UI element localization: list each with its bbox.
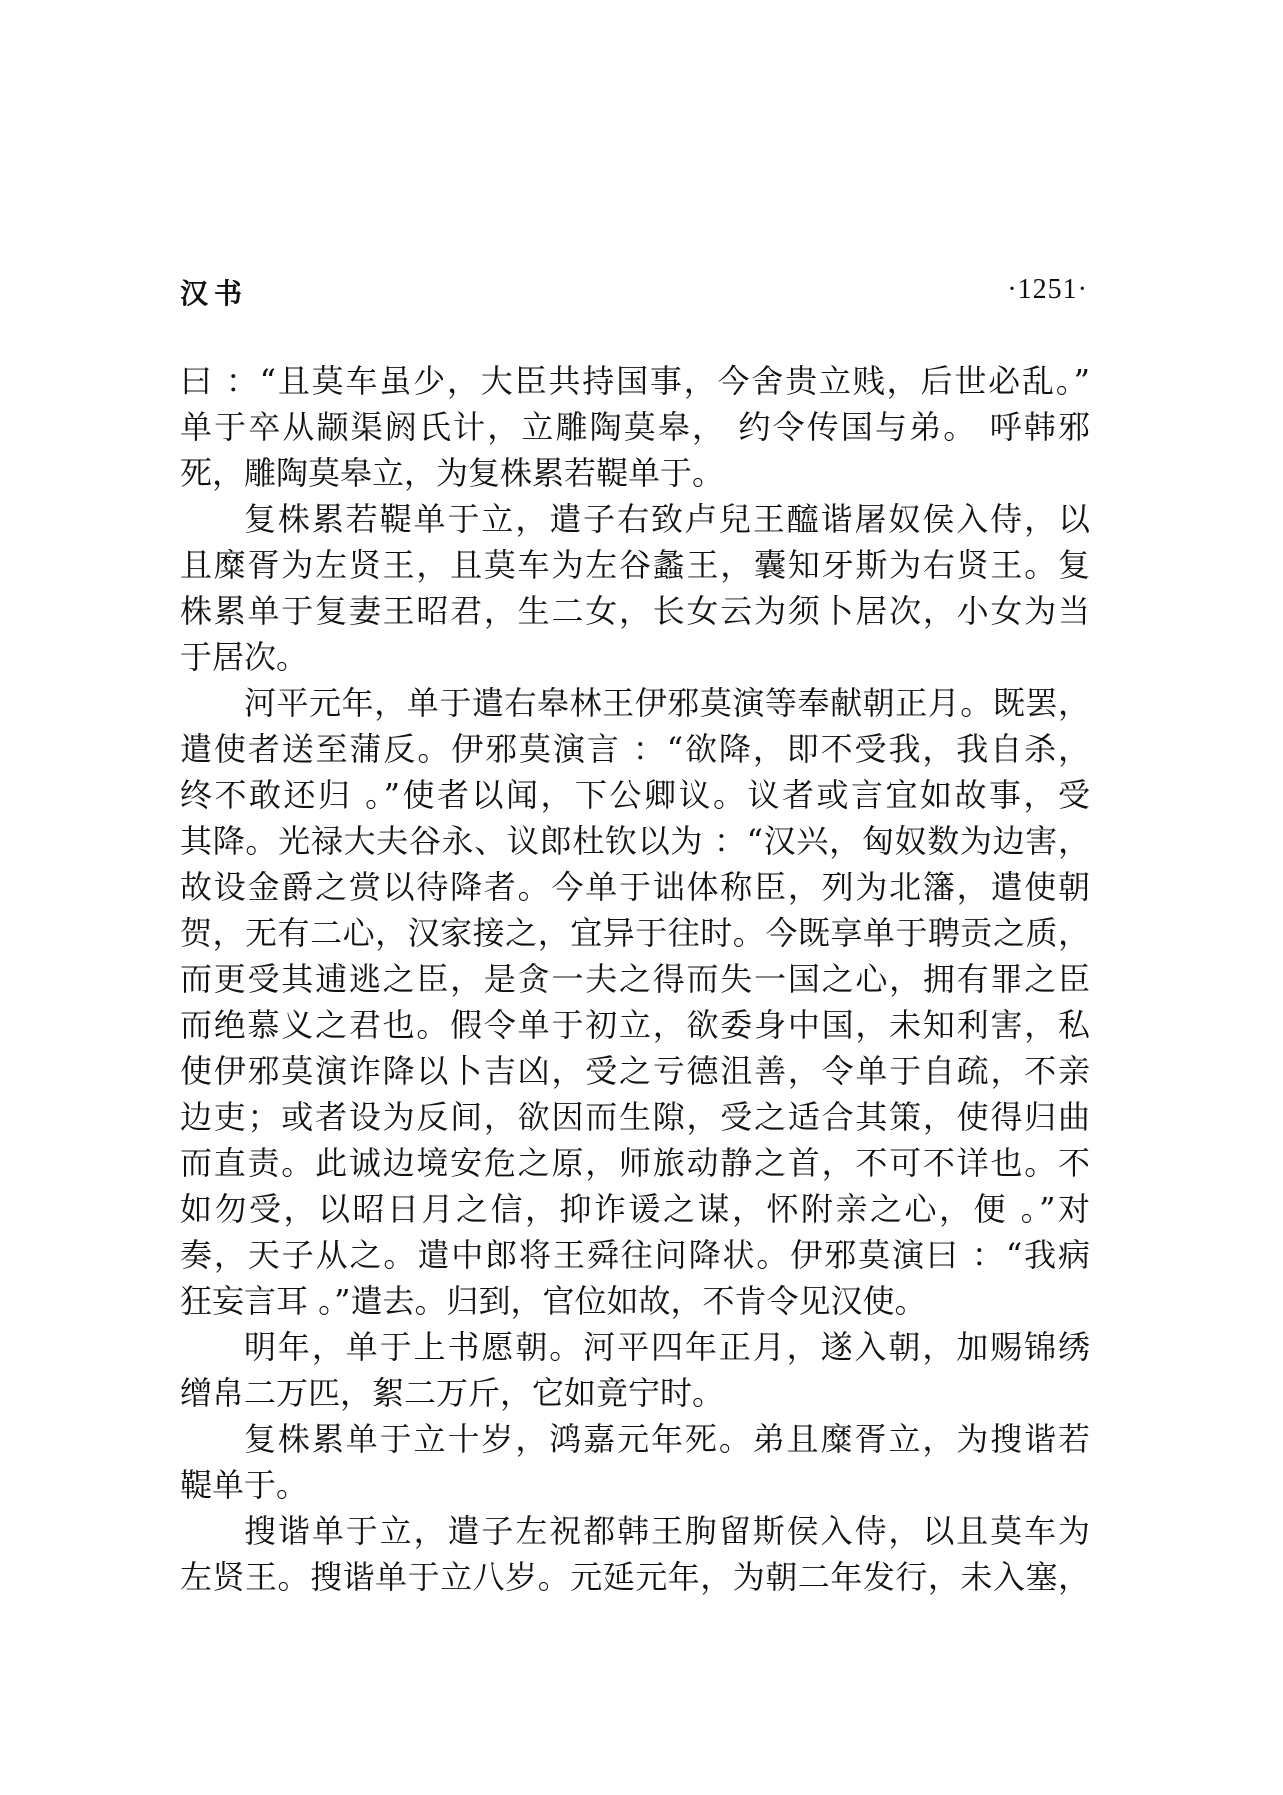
text-line: 而绝慕义之君也。假令单于初立，欲委身中国，未知利害，私: [180, 1006, 1090, 1044]
text-line: 贺，无有二心，汉家接之，宜异于往时。今既享单于聘贡之质，: [180, 914, 1090, 952]
text-line: 而直责。此诚边境安危之原，师旅动静之首，不可不详也。不: [180, 1144, 1090, 1182]
text-line: 且糜胥为左贤王，且莫车为左谷蠡王，囊知牙斯为右贤王。复: [180, 546, 1090, 584]
text-line: 死，雕陶莫皋立，为复株累若鞮单于。: [180, 454, 725, 492]
text-line: 搜谐单于立，遣子左祝都韩王朐留斯侯入侍，以且莫车为: [244, 1512, 1090, 1550]
text-line: 缯帛二万匹，絮二万斤，它如竟宁时。: [180, 1374, 725, 1412]
text-line: 单于卒从颛渠阏氏计，立雕陶莫皋， 约令传国与弟。 呼韩邪: [180, 408, 1090, 446]
text-line: 复株累单于立十岁，鸿嘉元年死。弟且糜胥立，为搜谐若: [244, 1420, 1090, 1458]
text-line: 狂妄言耳 。”遣去。归到，官位如故，不肯令见汉使。: [180, 1282, 927, 1320]
text-line: 终不敢还归 。”使者以闻，下公卿议。议者或言宜如故事，受: [180, 776, 1090, 814]
text-line: 左贤王。搜谐单于立八岁。元延元年，为朝二年发行，未入塞，: [180, 1558, 1090, 1596]
text-line: 曰 ：“且莫车虽少，大臣共持国事，今舍贵立贱，后世必乱。”: [180, 362, 1090, 400]
text-line: 于居次。: [180, 638, 309, 676]
text-line: 明年，单于上书愿朝。河平四年正月，遂入朝，加赐锦绣: [244, 1328, 1090, 1366]
text-line: 如勿受，以昭日月之信，抑诈谖之谋，怀附亲之心，便 。”对: [180, 1190, 1090, 1228]
text-line: 遣使者送至蒲反。伊邪莫演言 ：“欲降，即不受我，我自杀，: [180, 730, 1090, 768]
body-text: [180, 358, 1090, 1600]
text-line: 河平元年，单于遣右皋林王伊邪莫演等奉献朝正月。既罢，: [244, 684, 1090, 722]
text-line: 复株累若鞮单于立，遣子右致卢兒王醯谐屠奴侯入侍，以: [244, 500, 1090, 538]
text-line: 边吏；或者设为反间，欲因而生隙，受之适合其策，使得归曲: [180, 1098, 1090, 1136]
text-line: 故设金爵之赏以待降者。今单于诎体称臣，列为北籓，遣使朝: [180, 868, 1090, 906]
page-number: ·1251·: [1007, 274, 1088, 305]
text-line: 奏，天子从之。遣中郎将王舜往问降状。伊邪莫演曰 ：“我病: [180, 1236, 1090, 1274]
text-line: 鞮单于。: [180, 1466, 309, 1504]
running-head-book-title: 汉书: [180, 277, 249, 310]
text-line: 株累单于复妻王昭君，生二女，长女云为须卜居次，小女为当: [180, 592, 1090, 630]
text-line: 使伊邪莫演诈降以卜吉凶，受之亏德沮善，令单于自疏，不亲: [180, 1052, 1090, 1090]
text-line: 而更受其逋逃之臣，是贪一夫之得而失一国之心，拥有罪之臣: [180, 960, 1090, 998]
text-line: 其降。光禄大夫谷永、议郎杜钦以为 ：“汉兴，匈奴数为边害，: [180, 822, 1090, 860]
